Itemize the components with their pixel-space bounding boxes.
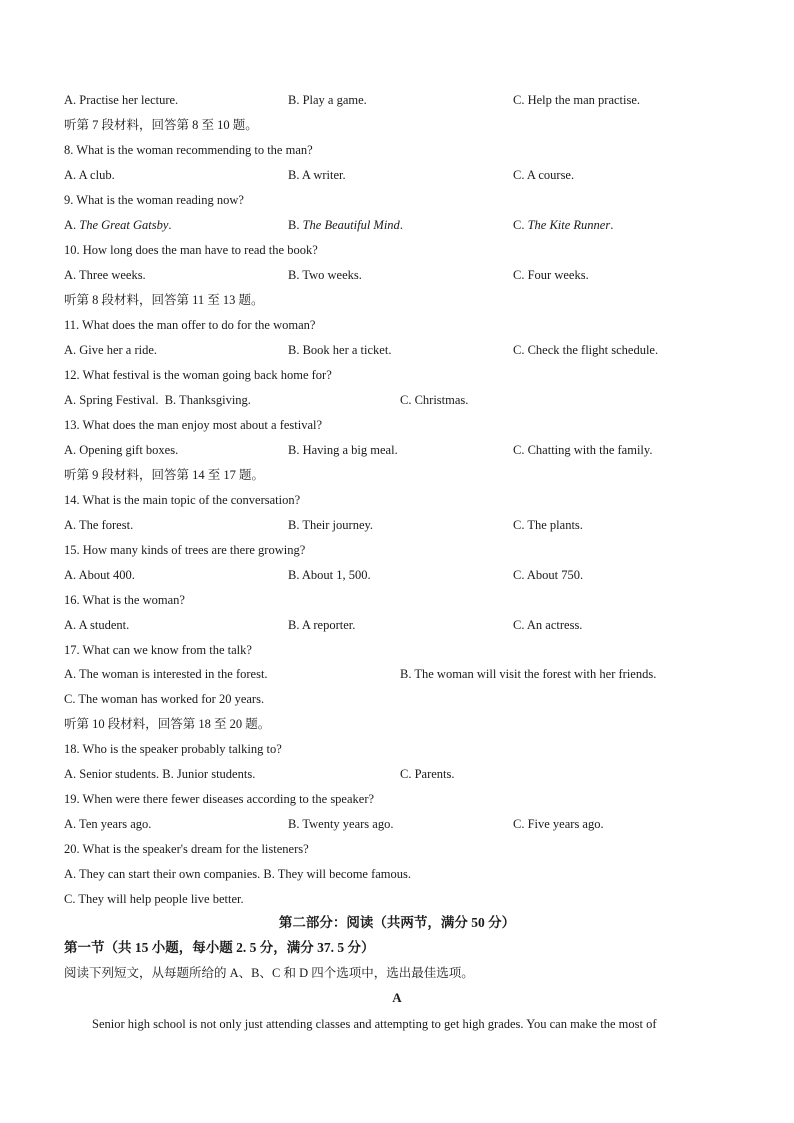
q9-option-a: A. The Great Gatsby. — [64, 218, 172, 232]
passage-label: A — [392, 990, 402, 1005]
q20-option-c: C. They will help people live better. — [64, 892, 244, 906]
q12-option-c: C. Christmas. — [400, 393, 469, 407]
q14-option-c: C. The plants. — [513, 518, 583, 532]
q18-option-c: C. Parents. — [400, 767, 455, 781]
question-13: 13. What does the man enjoy most about a festival? — [64, 418, 323, 432]
q13-option-a: A. Opening gift boxes. — [64, 443, 179, 457]
q9-option-c: C. The Kite Runner. — [513, 218, 614, 232]
question-11: 11. What does the man offer to do for the woman? — [64, 318, 316, 332]
q13-option-b: B. Having a big meal. — [288, 443, 398, 457]
passage-a-first-line: Senior high school is not only just attending classes and attempting to get high grades. You can make the most of — [92, 1017, 657, 1031]
question-10: 10. How long does the man have to read the book? — [64, 243, 318, 257]
q17-option-a: A. The woman is interested in the forest. — [64, 667, 268, 681]
q11-option-c: C. Check the flight schedule. — [513, 343, 659, 357]
q10-option-b: B. Two weeks. — [288, 268, 362, 282]
q16-option-b: B. A reporter. — [288, 618, 356, 632]
q7-option-b: B. Play a game. — [288, 93, 367, 107]
question-12: 12. What festival is the woman going back home for? — [64, 368, 332, 382]
q8-option-a: A. A club. — [64, 168, 115, 182]
q20-option-ab: A. They can start their own companies. B. They will become famous. — [64, 867, 412, 881]
q17-option-b: B. The woman will visit the forest with her friends. — [400, 667, 657, 681]
q15-option-a: A. About 400. — [64, 568, 135, 582]
section-10-instruction: 听第 10 段材料，回答第 18 至 20 题。 — [64, 717, 271, 731]
question-16: 16. What is the woman? — [64, 593, 185, 607]
question-14: 14. What is the main topic of the conversation? — [64, 493, 301, 507]
q11-option-a: A. Give her a ride. — [64, 343, 158, 357]
q13-option-c: C. Chatting with the family. — [513, 443, 653, 457]
q18-option-ab: A. Senior students. B. Junior students. — [64, 767, 256, 781]
q10-option-c: C. Four weeks. — [513, 268, 589, 282]
question-9: 9. What is the woman reading now? — [64, 193, 244, 207]
question-18: 18. Who is the speaker probably talking to? — [64, 742, 282, 756]
q11-option-b: B. Book her a ticket. — [288, 343, 392, 357]
section-7-instruction: 听第 7 段材料，回答第 8 至 10 题。 — [64, 118, 258, 132]
part-2-title: 第二部分：阅读（共两节，满分 50 分） — [278, 915, 516, 930]
section-9-instruction: 听第 9 段材料，回答第 14 至 17 题。 — [64, 468, 265, 482]
q19-option-c: C. Five years ago. — [513, 817, 604, 831]
q14-option-b: B. Their journey. — [288, 518, 374, 532]
q8-option-c: C. A course. — [513, 168, 575, 182]
q17-option-c: C. The woman has worked for 20 years. — [64, 692, 265, 706]
q8-option-b: B. A writer. — [288, 168, 346, 182]
question-19: 19. When were there fewer diseases according to the speaker? — [64, 792, 375, 806]
q9-option-b: B. The Beautiful Mind. — [288, 218, 403, 232]
question-20: 20. What is the speaker's dream for the listeners? — [64, 842, 309, 856]
q7-option-a: A. Practise her lecture. — [64, 93, 179, 107]
q19-option-a: A. Ten years ago. — [64, 817, 152, 831]
reading-instruction: 阅读下列短文，从每题所给的 A、B、C 和 D 四个选项中，选出最佳选项。 — [64, 966, 474, 980]
q16-option-a: A. A student. — [64, 618, 130, 632]
q16-option-c: C. An actress. — [513, 618, 583, 632]
q19-option-b: B. Twenty years ago. — [288, 817, 394, 831]
q10-option-a: A. Three weeks. — [64, 268, 146, 282]
section-8-instruction: 听第 8 段材料，回答第 11 至 13 题。 — [64, 293, 264, 307]
q15-option-c: C. About 750. — [513, 568, 584, 582]
part-2-section-1-title: 第一节（共 15 小题，每小题 2. 5 分，满分 37. 5 分） — [64, 940, 375, 955]
q14-option-a: A. The forest. — [64, 518, 134, 532]
question-8: 8. What is the woman recommending to the man? — [64, 143, 313, 157]
question-17: 17. What can we know from the talk? — [64, 643, 252, 657]
q15-option-b: B. About 1, 500. — [288, 568, 371, 582]
question-15: 15. How many kinds of trees are there growing? — [64, 543, 306, 557]
q7-option-c: C. Help the man practise. — [513, 93, 641, 107]
q12-option-ab: A. Spring Festival. B. Thanksgiving. — [64, 393, 251, 407]
